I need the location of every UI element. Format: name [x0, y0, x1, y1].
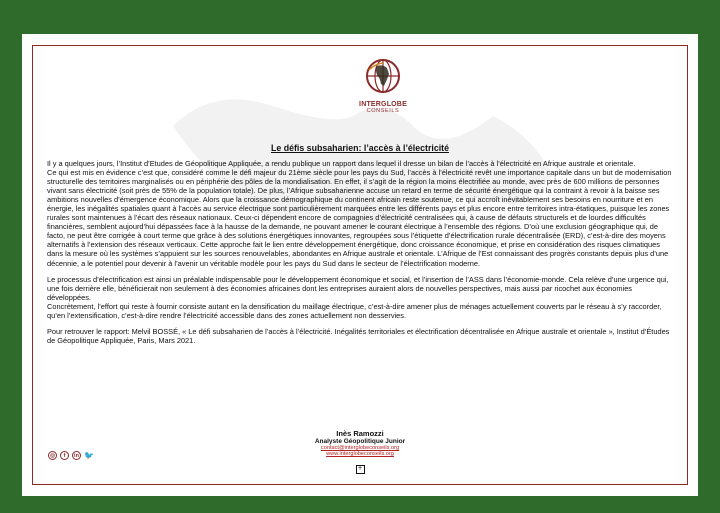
linkedin-icon[interactable]: in: [72, 451, 81, 460]
author-role: Analyste Géopolitique Junior: [314, 438, 406, 445]
document-title: Le défis subsaharien: l’accès à l’électricité: [271, 143, 449, 153]
document-body: [47, 159, 677, 352]
paragraph-3: Pour retrouver le rapport: Melvil BOSSÉ, « Le défi subsaharien de l’accès à l’électricité. Inégalités territoriales et électrification décentralisée en Afrique australe et orientale », Institut d’Études de Géopolitique Appliquée, Paris, Mars 2021.: [47, 326, 670, 345]
signature-block: [33, 429, 687, 475]
logo-subtitle: CONSEILS: [366, 108, 400, 114]
author-name: Inès Ramozzi: [336, 429, 384, 438]
globe-africa-icon: [365, 58, 401, 94]
twitter-icon[interactable]: 🐦: [84, 451, 94, 460]
paragraph-2: Le processus d’électrification est ainsi un préalable indispensable pour le développement économique et social, et l’insertion de l’ASS dans l’économie-monde. Cela relève d’une urgence qui, une fois derrière elle, bénéficierait non seulement à des économies africaines dont les entreprises auraient alors de nouvelles perspectives, mais aussi par ricochet aux économies développées. Concrètement, l’effort qui reste à fournir consiste autant en la densification du maillage électrique, c’est-à-dire amener plus de ménages actuellement couverts par le réseau à s’y raccorder, qu’en l’extensification, c’est-à-dire rendre l’électricité accessible dans des zones actuellement non desservies.: [47, 274, 669, 320]
paragraph-1: Il y a quelques jours, l’Institut d’Etudes de Géopolitique Appliquée, a rendu publique un rapport dans lequel il dresse un bilan de l’accès à l’électricité en Afrique australe et orientale. Ce qui est mis en évidence c’est que, considéré comme le défi majeur du 21ème siècle pour les pays du Sud, l’accès à l’électricité revêt une importance capitale dans un but de modernisation structurelle des territoires marginalisés ou en périphérie des pôles de la mondialisation. En effet, il s’agit de la région la moins électrifiée au monde, avec près de 600 millions de personnes vivant sans électricité (soit près de 55% de la population totale). De plus, l’Afrique subsaharienne accuse un retard en terme de sécurité énergétique qui la contraint à revoir à la baisse ses ambitions nouvelles d’émergence économique. Alors que la croissance démographique du continent africain reste soutenue, ce qui accroît inévitablement ses besoins en nourriture et en énergie, les inégalités spatiales quant à l’accès au service électrique sont particulièrement marquées entre les différents pays et plus encore entre territoires intra-étatiques, puisque les zones rurales sont maintenues à l’écart des réseaux nationaux. Ceux-ci dépendent encore de compagnies d’électricité centralisées qui, à cause de défauts structurels et de lourdes difficultés financières, semblent aujourd’hui dépassées face à la hausse de la demande, ne pouvant amener le courant électrique à l’ensemble des régions. D’où une exclusion géographique qui, de facto, ne peut être corrigée à court terme que grâce à des solutions énergétiques innovantes, regroupées sous l’étiquette d’électrification rurale décentralisée (ERD), c’est-à-dire des moyens alternatifs à l’extension des réseaux verticaux. Cette approche fait le lien entre développement énergétique, donc croissance économique, et prise en considération des risques climatiques dans la mesure où les systèmes s’appuient sur les sources renouvelables, abondantes en Afrique australe et orientale. L’Afrique de l’Est connaissant des progrès constants depuis plus d’une décennie, a le potentiel pour devenir à l’avenir un véritable modèle pour les pays du Sud dans le secteur de l’électrification moderne.: [47, 159, 672, 268]
website-link[interactable]: www.interglobeconseils.org: [326, 451, 394, 457]
logo-name: INTERGLOBE: [359, 101, 407, 108]
interglobe-logo: [353, 58, 413, 114]
instagram-icon[interactable]: ◎: [48, 451, 57, 460]
document-border: [32, 45, 688, 485]
expand-icon[interactable]: +: [356, 465, 365, 474]
facebook-icon[interactable]: f: [60, 451, 69, 460]
email-link[interactable]: contact@interglobeconseils.org: [320, 445, 400, 451]
